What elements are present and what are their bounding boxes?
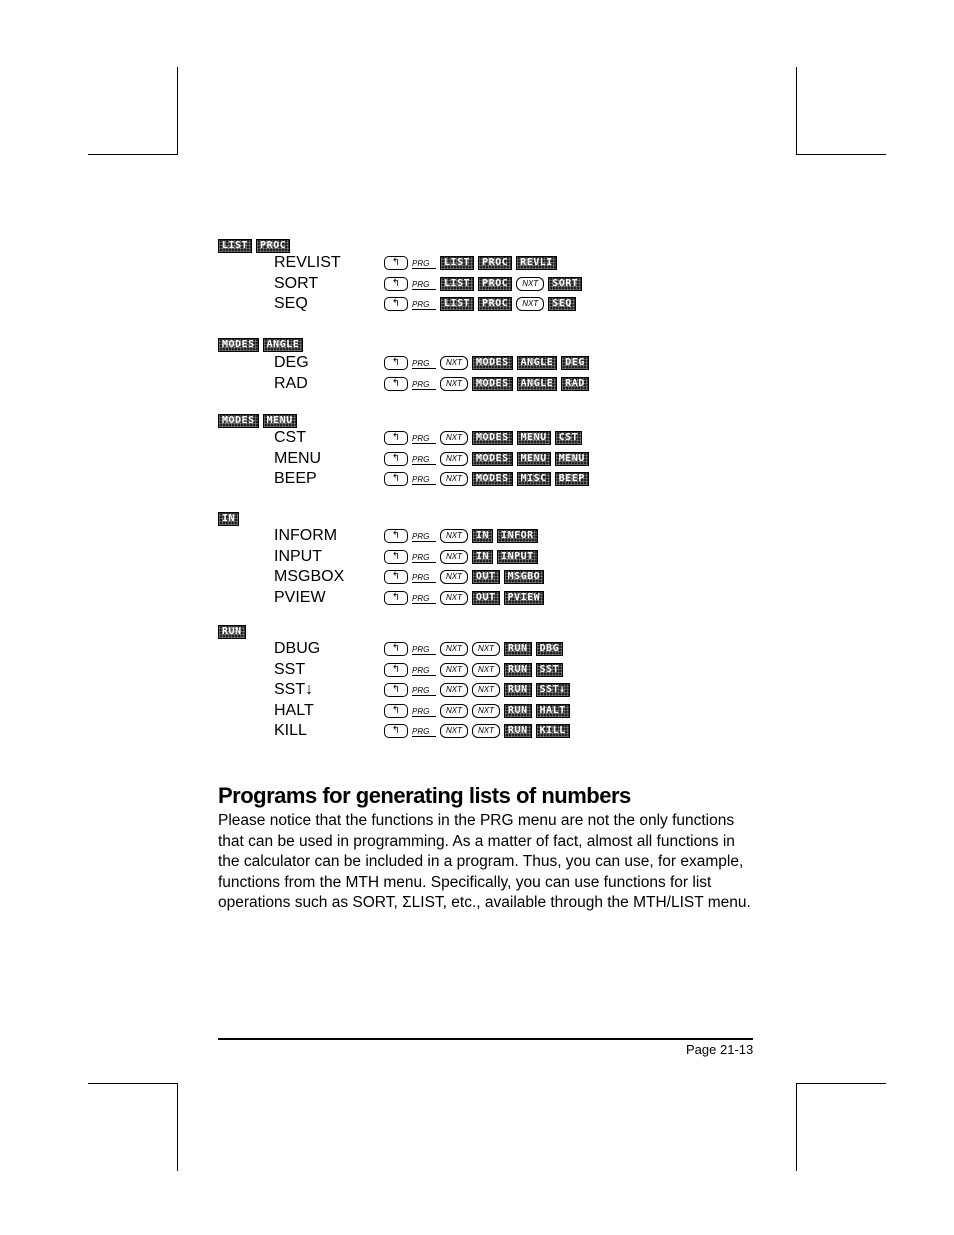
prg-key-label: PRG xyxy=(412,666,436,676)
softkey-label: SORT xyxy=(548,277,582,291)
softkey-label: LIST xyxy=(218,239,252,253)
nxt-key: NXT xyxy=(472,724,500,738)
left-shift-key-icon: ↰ xyxy=(384,356,408,370)
crop-mark xyxy=(796,1083,797,1171)
left-shift-key-icon: ↰ xyxy=(384,529,408,543)
softkey-label: RAD xyxy=(561,377,589,391)
nxt-key: NXT xyxy=(440,663,468,677)
prg-key-label: PRG xyxy=(412,259,436,269)
softkey-label: DEG xyxy=(561,356,589,370)
command-row xyxy=(274,449,714,469)
softkey-label: LIST xyxy=(440,297,474,311)
softkey-label: MISC xyxy=(517,472,551,486)
keystroke-sequence xyxy=(384,663,563,677)
command-name: DEG xyxy=(274,354,309,371)
softkey-label: CST xyxy=(555,431,583,445)
left-shift-key-icon: ↰ xyxy=(384,452,408,466)
crop-mark xyxy=(177,1083,178,1171)
softkey-label: LIST xyxy=(440,256,474,270)
menu-path-header xyxy=(218,338,303,352)
softkey-label: INPUT xyxy=(497,550,538,564)
left-shift-key-icon: ↰ xyxy=(384,377,408,391)
softkey-label: MODES xyxy=(472,356,513,370)
prg-key-label: PRG xyxy=(412,455,436,465)
keystroke-sequence xyxy=(384,256,557,270)
nxt-key: NXT xyxy=(472,663,500,677)
softkey-label: PVIEW xyxy=(504,591,545,605)
crop-mark xyxy=(796,154,886,155)
nxt-key: NXT xyxy=(440,683,468,697)
nxt-key: NXT xyxy=(440,377,468,391)
softkey-label: RUN xyxy=(504,683,532,697)
command-name: KILL xyxy=(274,722,307,740)
prg-key-label: PRG xyxy=(412,707,436,717)
softkey-label: SST xyxy=(536,663,564,677)
command-name: INPUT xyxy=(274,547,322,565)
command-name: MENU xyxy=(274,449,322,467)
softkey-label: RUN xyxy=(218,625,246,639)
body-paragraph: Please notice that the functions in the PRG menu are not the only functions that can be used in programming. As a matter of fact, almost all functions in the calculator can be included in a program. Thus, you can use, for example, functions from the MTH menu. Specifically, you can use functions for list operations such as SORT, ΣLIST, etc., available through the MTH/LIST menu. xyxy=(218,812,751,911)
softkey-label: ANGLE xyxy=(263,338,304,352)
softkey-label: MODES xyxy=(472,452,513,466)
softkey-label: DBG xyxy=(536,642,564,656)
command-row xyxy=(274,701,714,721)
command-row xyxy=(274,469,714,489)
command-row xyxy=(274,547,714,567)
softkey-label: SST↓ xyxy=(536,683,570,697)
command-row xyxy=(274,721,714,741)
command-name: PVIEW xyxy=(274,588,326,606)
prg-key-label: PRG xyxy=(412,727,436,737)
nxt-key: NXT xyxy=(440,356,468,370)
softkey-label: RUN xyxy=(504,642,532,656)
prg-key-label: PRG xyxy=(412,532,436,542)
menu-path-header xyxy=(218,414,297,428)
command-name: SORT xyxy=(274,274,319,292)
command-name: DBUG xyxy=(274,640,321,657)
softkey-label: ANGLE xyxy=(517,356,558,370)
nxt-key: NXT xyxy=(472,704,500,718)
command-name: INFORM xyxy=(274,527,338,544)
left-shift-key-icon: ↰ xyxy=(384,724,408,738)
keystroke-sequence xyxy=(384,724,570,738)
nxt-key: NXT xyxy=(440,472,468,486)
crop-mark xyxy=(796,1083,886,1084)
softkey-label: RUN xyxy=(504,704,532,718)
nxt-key: NXT xyxy=(440,642,468,656)
nxt-key: NXT xyxy=(440,529,468,543)
softkey-label: PROC xyxy=(478,256,512,270)
command-name: SST xyxy=(274,660,306,678)
left-shift-key-icon: ↰ xyxy=(384,683,408,697)
prg-key-label: PRG xyxy=(412,573,436,583)
command-row xyxy=(274,274,714,294)
softkey-label: MSGBO xyxy=(504,570,545,584)
command-row xyxy=(274,680,714,700)
command-name: BEEP xyxy=(274,470,317,488)
softkey-label: INFOR xyxy=(497,529,538,543)
softkey-label: LIST xyxy=(440,277,474,291)
keystroke-sequence xyxy=(384,472,589,486)
crop-mark xyxy=(88,1083,178,1084)
prg-key-label: PRG xyxy=(412,686,436,696)
softkey-label: MODES xyxy=(472,431,513,445)
prg-key-label: PRG xyxy=(412,380,436,390)
keystroke-sequence xyxy=(384,704,570,718)
left-shift-key-icon: ↰ xyxy=(384,256,408,270)
prg-key-label: PRG xyxy=(412,359,436,369)
softkey-label: PROC xyxy=(256,239,290,253)
softkey-label: RUN xyxy=(504,724,532,738)
command-row xyxy=(274,374,714,394)
nxt-key: NXT xyxy=(440,570,468,584)
left-shift-key-icon: ↰ xyxy=(384,663,408,677)
keystroke-sequence xyxy=(384,452,589,466)
command-name: RAD xyxy=(274,374,308,392)
softkey-label: ANGLE xyxy=(517,377,558,391)
command-name: SST↓ xyxy=(274,681,314,699)
softkey-label: MODES xyxy=(472,377,513,391)
softkey-label: IN xyxy=(218,512,239,526)
softkey-label: OUT xyxy=(472,591,500,605)
left-shift-key-icon: ↰ xyxy=(384,704,408,718)
nxt-key: NXT xyxy=(440,452,468,466)
command-row xyxy=(274,639,714,659)
left-shift-key-icon: ↰ xyxy=(384,570,408,584)
section-title: Programs for generating lists of numbers xyxy=(218,783,631,808)
softkey-label: OUT xyxy=(472,570,500,584)
keystroke-sequence xyxy=(384,377,589,391)
softkey-label: MENU xyxy=(555,452,589,466)
nxt-key: NXT xyxy=(440,704,468,718)
softkey-label: IN xyxy=(472,529,493,543)
softkey-label: MENU xyxy=(263,414,297,428)
prg-key-label: PRG xyxy=(412,300,436,310)
left-shift-key-icon: ↰ xyxy=(384,550,408,564)
keystroke-sequence xyxy=(384,550,538,564)
softkey-label: MENU xyxy=(517,452,551,466)
command-name: REVLIST xyxy=(274,254,341,271)
softkey-label: MENU xyxy=(517,431,551,445)
softkey-label: KILL xyxy=(536,724,570,738)
softkey-label: MODES xyxy=(472,472,513,486)
footer-rule xyxy=(218,1038,753,1040)
softkey-label: BEEP xyxy=(555,472,589,486)
softkey-label: PROC xyxy=(478,277,512,291)
nxt-key: NXT xyxy=(516,277,544,291)
crop-mark xyxy=(796,67,797,155)
command-row xyxy=(274,353,714,373)
prg-key-label: PRG xyxy=(412,645,436,655)
command-name: SEQ xyxy=(274,295,308,313)
prg-key-label: PRG xyxy=(412,553,436,563)
prg-key-label: PRG xyxy=(412,280,436,290)
nxt-key: NXT xyxy=(440,431,468,445)
command-name: MSGBOX xyxy=(274,568,345,586)
left-shift-key-icon: ↰ xyxy=(384,297,408,311)
prg-key-label: PRG xyxy=(412,434,436,444)
nxt-key: NXT xyxy=(440,550,468,564)
keystroke-sequence xyxy=(384,642,563,656)
menu-path-header xyxy=(218,512,239,526)
keystroke-sequence xyxy=(384,591,544,605)
left-shift-key-icon: ↰ xyxy=(384,472,408,486)
keystroke-sequence xyxy=(384,297,576,311)
keystroke-sequence xyxy=(384,529,538,543)
keystroke-sequence xyxy=(384,431,582,445)
keystroke-sequence xyxy=(384,683,570,697)
keystroke-sequence xyxy=(384,356,589,370)
nxt-key: NXT xyxy=(440,591,468,605)
command-row xyxy=(274,660,714,680)
left-shift-key-icon: ↰ xyxy=(384,431,408,445)
nxt-key: NXT xyxy=(516,297,544,311)
nxt-key: NXT xyxy=(472,642,500,656)
left-shift-key-icon: ↰ xyxy=(384,591,408,605)
softkey-label: IN xyxy=(472,550,493,564)
command-name: CST xyxy=(274,429,306,446)
crop-mark xyxy=(177,67,178,155)
prg-key-label: PRG xyxy=(412,475,436,485)
left-shift-key-icon: ↰ xyxy=(384,642,408,656)
left-shift-key-icon: ↰ xyxy=(384,277,408,291)
softkey-label: MODES xyxy=(218,414,259,428)
command-row xyxy=(274,526,714,546)
menu-path-header xyxy=(218,239,290,253)
command-row xyxy=(274,588,714,608)
softkey-label: PROC xyxy=(478,297,512,311)
crop-mark xyxy=(88,154,178,155)
nxt-key: NXT xyxy=(440,724,468,738)
page-number: Page 21-13 xyxy=(686,1042,754,1057)
command-row xyxy=(274,253,714,273)
command-row xyxy=(274,294,714,314)
softkey-label: RUN xyxy=(504,663,532,677)
command-row xyxy=(274,567,714,587)
menu-path-header xyxy=(218,625,246,639)
softkey-label: REVLI xyxy=(516,256,557,270)
nxt-key: NXT xyxy=(472,683,500,697)
prg-key-label: PRG xyxy=(412,594,436,604)
softkey-label: HALT xyxy=(536,704,570,718)
softkey-label: MODES xyxy=(218,338,259,352)
keystroke-sequence xyxy=(384,277,582,291)
softkey-label: SEQ xyxy=(548,297,576,311)
keystroke-sequence xyxy=(384,570,544,584)
command-name: HALT xyxy=(274,701,314,719)
command-row xyxy=(274,428,714,448)
